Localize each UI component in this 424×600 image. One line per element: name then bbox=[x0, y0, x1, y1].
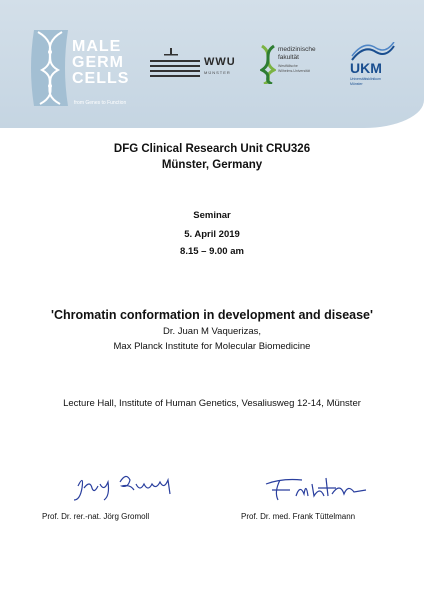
talk-title: 'Chromatin conformation in development and disease' bbox=[51, 308, 373, 322]
mgc-wordmark bbox=[72, 39, 129, 87]
ukm-sub1: Universitätsklinikum bbox=[350, 77, 381, 81]
male-germ-cells-logo bbox=[28, 26, 146, 110]
mf-subtitle bbox=[278, 64, 310, 73]
event-type: Seminar bbox=[193, 210, 231, 221]
speaker-institute: Max Planck Institute for Molecular Biomedicine bbox=[113, 341, 311, 352]
wwu-subtitle: MÜNSTER bbox=[204, 70, 231, 75]
mgc-line3: CELLS bbox=[72, 70, 130, 87]
helix-mark-icon bbox=[260, 44, 276, 84]
wwu-logo bbox=[148, 48, 244, 82]
mgc-tagline: from Genes to Function bbox=[74, 100, 127, 106]
header-band bbox=[0, 0, 424, 128]
mf-wordmark bbox=[278, 46, 316, 62]
mgc-line1: MALE bbox=[72, 38, 122, 55]
ukm-sub2: Münster bbox=[350, 81, 363, 86]
ukm-wordmark: UKM bbox=[350, 60, 382, 76]
event-date: 5. April 2019 bbox=[184, 229, 240, 240]
event-time: 8.15 – 9.00 am bbox=[180, 246, 244, 257]
wwu-wordmark: WWU bbox=[204, 56, 236, 68]
unit-location: Münster, Germany bbox=[161, 159, 263, 171]
signature-gromoll bbox=[70, 470, 180, 504]
ukm-subtitle bbox=[350, 77, 381, 86]
mf-line2: fakultät bbox=[278, 54, 299, 61]
signatory-2-name: Prof. Dr. med. Frank Tüttelmann bbox=[241, 512, 356, 521]
medizinische-fakultaet-logo bbox=[260, 44, 336, 84]
signature-tuettelmann bbox=[262, 474, 372, 504]
signatory-1-name: Prof. Dr. rer.-nat. Jörg Gromoll bbox=[42, 512, 150, 521]
ukm-logo bbox=[346, 42, 398, 94]
mf-line1: medizinische bbox=[278, 46, 316, 53]
speaker-name: Dr. Juan M Vaquerizas, bbox=[162, 326, 262, 337]
unit-title: DFG Clinical Research Unit CRU326 bbox=[113, 143, 311, 155]
ukm-wave-icon bbox=[346, 42, 398, 62]
mf-sub1: Westfälische bbox=[278, 64, 298, 68]
wwu-columns-icon bbox=[148, 48, 202, 82]
venue: Lecture Hall, Institute of Human Genetics, Vesaliusweg 12-14, Münster bbox=[63, 398, 361, 409]
mgc-line2: GERM bbox=[72, 54, 124, 71]
mf-sub2: Wilhelms-Universität bbox=[278, 68, 310, 73]
